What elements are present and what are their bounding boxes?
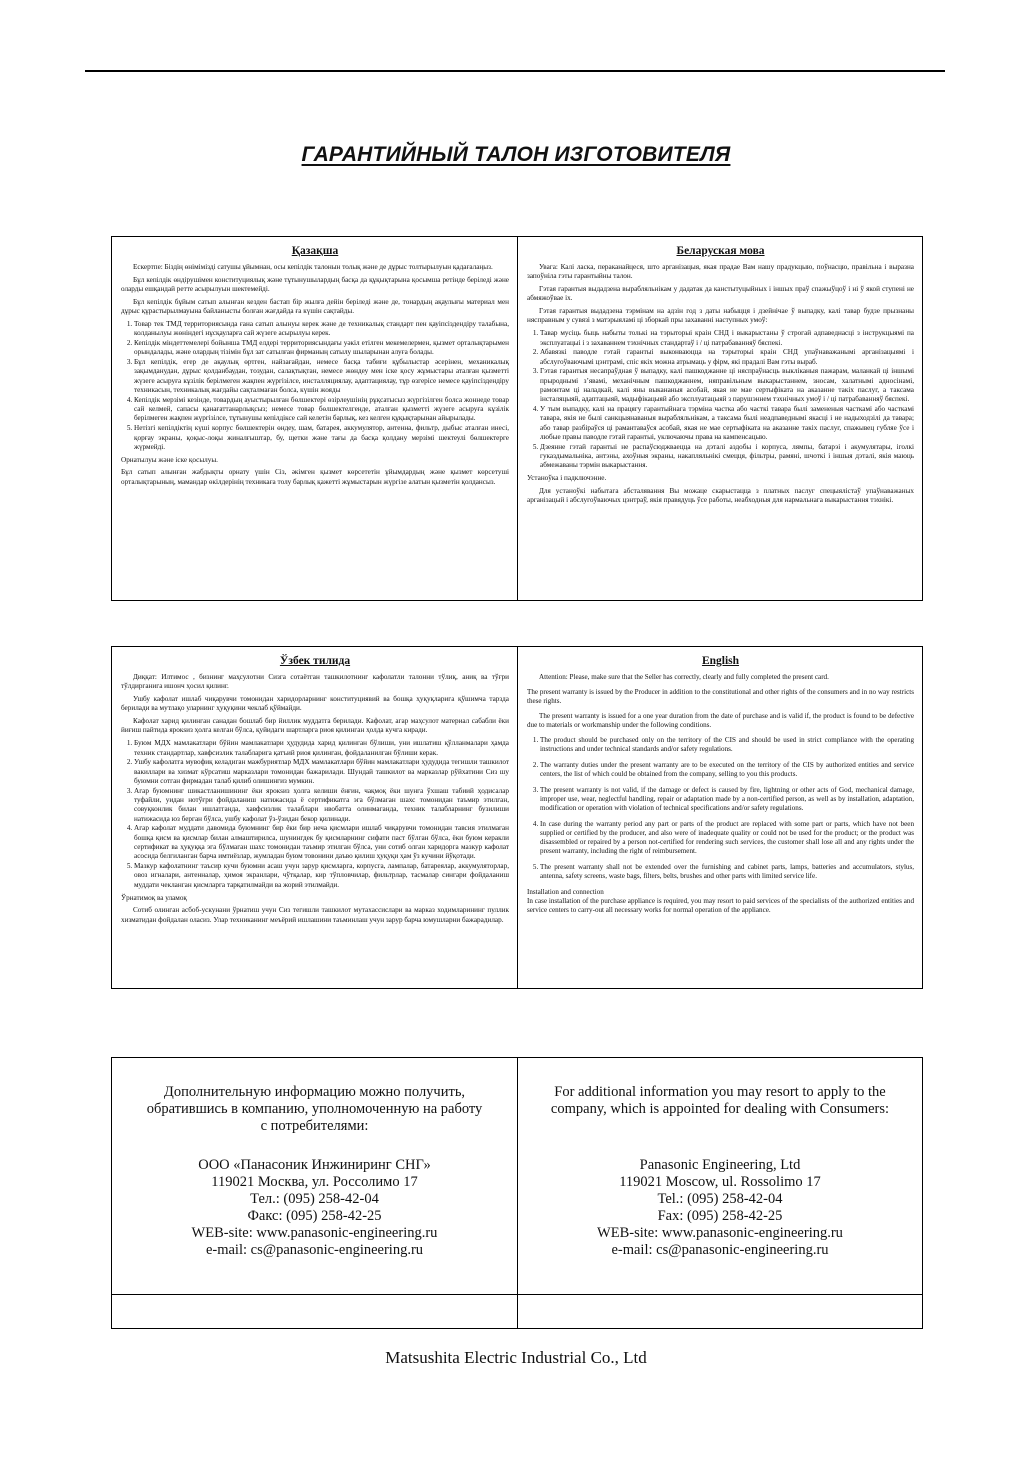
paragraph: Гэтая гарантыя выдадзена вырабляльнікам у дадатак да канстытуцыйных і іншых праў спажыўцоў і ні ў якой ступені не абмяжоўвае іх.	[527, 285, 914, 303]
section-heading: Қазақша	[291, 245, 339, 257]
page-title: ГАРАНТИЙНЫЙ ТАЛОН ИЗГОТОВИТЕЛЯ	[301, 143, 731, 166]
list-item: 5. Дзеянне гэтай гарантыі не распаўсюджваецца на дэталі аздобы і корпуса, лямпы, батарэі і акумулятары, іголкі гуказдымальніка, антэны, ахоўныя экраны, накапляльнікі смецця, фільтры, рамяні, шчоткі і іншыя дэталі, якія маюць абмежаваны тэрмін выкарыстання.	[540, 443, 914, 471]
paragraph: Ушбу кафолат ишлаб чиқарувчи томонидан харидорларнинг конституциявий ва бошқа ҳуқуқларига қўшимча тарзда берилади ва мутлақо уларнинг ҳуқуқини чеклаб қўймайди.	[121, 695, 509, 713]
install-title: Орнатылуы және іске қосылуы.	[121, 455, 218, 464]
list-item: 4. Кепілдік мерзімі кезінде, товардың ауыстырылған бөлшектері өзірлеушінің рұқсатысыз жүргізілген болса жоннеде товар сай келмей, сапасы қанағаттанарлықсыз; немесе товар бөлшектелгенде, аталған қызметті жүзеге асыруға кұзілік берілмеген жақпен жүргізілсе, тұтынушы кепілдіксе сай келетін барлық, кез келген құқықтарынан айырылады.	[134, 396, 509, 424]
company-name: ООО «Панасоник Инжиниринг СНГ»	[198, 1157, 431, 1173]
install-title: Installation and connection	[527, 888, 604, 896]
paragraph: Бұл кепілдік бұйым сатып алынған кезден бастап бір жылға дейін беріледі және де, тонардың ақаулығы материал мен дұрыс құрастырылмауына байланысты болған жағдайда ға күшін сақтайды.	[121, 297, 509, 316]
company-footer: Matsushita Electric Industrial Co., Ltd	[385, 1348, 647, 1367]
paragraph: The present warranty is issued for a one year duration from the date of purchase and is valid if, the product is found to be defective due to materials or workmanship under the following conditions.	[527, 712, 914, 729]
list-item: 2. The warranty duties under the present warranty are to be executed on the territory of the CIS by authorized entities and service centers, the list of which could be obtained from the company, selling to you this products.	[540, 761, 914, 779]
contact-intro-line: company, which is appointed for dealing with Consumers:	[550, 1101, 890, 1117]
conditions-list	[121, 739, 509, 890]
note-text: Увага: Калі ласка, пераканайцеся, што арганізацыя, якая прадае Вам нашу прадукцыю, поўнасцю, правільна і выразна запоўніла гэты гарантыйны талон.	[527, 263, 914, 281]
company-address: 119021 Moscow, ul. Rossolimo 17	[619, 1174, 821, 1190]
contact-intro-line: For additional information you may resort to apply to the	[554, 1084, 886, 1100]
list-item: 4. In case during the warranty period any part or parts of the product are replaced with some part or parts, which have not been supplied or certified by the producer, and also were of inadequate quality or could not be used for the product; or the product was disassembled or repaired by a person not-certified for rendering such services, the customer shall lose all and any rights under the present warranty, including the right of reimbursement.	[540, 820, 914, 856]
section-english	[517, 647, 922, 988]
list-item: 2. Ушбу кафолатга мувофиқ келадиган мажбуриятлар МДХ мамлакатлари бўйин мамлакатлари ҳудудида тегишли ташкилот вакиллари ва хизмат кўрсатиш марказлари томонидан бажарилади. Шундай ташкилот ва марказлар рўйхатини Сиз шу буюмни сотган фирмадан талаб қилиб олишингиз мумкин.	[134, 758, 509, 786]
note-text: Диққат: Илтимос , бизнинг маҳсулотни Сизга сотаётган ташкилотнинг кафолатли талонни тўлиқ, аниқ ва тўғри тўлдирганига ишонч ҳосил қилинг.	[121, 673, 509, 691]
company-website: WEB-site: www.panasonic-engineering.ru	[191, 1225, 438, 1241]
contact-english	[517, 1058, 922, 1294]
contact-intro-line: Дополнительную информацию можно получить,	[163, 1084, 466, 1100]
list-item: 2. Кепілдік міндеттемелері бойынша ТМД елдері территориясындағы уәкіл етілген мекемелермен, қызмет орталықтарымен орындалады, және олардың тізімін бұл зат сатылған фирманың сатылу шыларынан алуға болады.	[134, 339, 509, 358]
list-item: 4. У тым выпадку, калі на працягу гарантыйнага тэрміна частка або часткі тавара былі замененыя часткамі або часткамі тавара, якія не былі санкцыянаваныя вырабляльнікам, а таксама былі неадпаведнымі якасці і не надыходзілі да тавара; або тавар разбіраўся ці рамантаваўся асобай, якая не мае сертыфіката на аказанне такіх паслуг, спажывец губляе ўсе і любые правы паводле гэтай гарантыі, уключаючы права на кампенсацыю.	[540, 405, 914, 442]
top-rule	[85, 70, 945, 72]
paragraph: Бұл кепілдік өндірушімен конституциялық және тұтынушылардың басқа да құқықтарына қосымша ретінде беріледі және оларды ешқандай ретте асырылуын шектемейді.	[121, 275, 509, 294]
warranty-box-uz-en	[111, 646, 923, 989]
company-fax: Факс: (095) 258-42-25	[247, 1208, 382, 1224]
list-item: 1. Буюм МДХ мамлакатлари бўйин мамлакатлари ҳудудида харид қилинган бўлиши, уни ишлатиш қўлланмалари ҳамда техник стандартлар, хавфсизлик талабларига қатъий риоя қилинган, фойдаланилган бўлиши керак.	[134, 739, 509, 758]
install-text: In case installation of the purchase appliance is required, you may resort to paid services of the specialists of the authorized entities and service centers to carry-out all necessary works for normal operation of the appliance.	[527, 897, 914, 914]
list-item: 3. Гэтая гарантыя несапраўдная ў выпадку, калі пашкоджанне ці няспраўнасць выкліканыя пажарам, маланкай ці іншымі прыроднымі з’явамі, механічным пашкоджаннем, няправільным выкарыстаннем, зносам, халатнымі адносінамі, рамонтам ці наладкай, калі яны выкананыя асобай, якая не мае сертыфіката на аказанне такіх паслуг, а таксама інсталяцыяй, адаптацыяй, мадыфікацыяй або эксплуатацыяй з парушэннем тэхнічных умоў і / ці патрабаванняў бяспекі.	[540, 367, 914, 404]
warranty-box-kz-by	[111, 236, 923, 601]
company-website: WEB-site: www.panasonic-engineering.ru	[597, 1225, 843, 1241]
install-text: Бұл сатып алынған жабдықты орнату үшін Сіз, әкімген қызмет көрсететін ұйымдардың және қызмет көрсетуші орталықтарының, мамандар өкілдерінің техникаға толу барлық қажетті жұмыстарын жүргізе алатын қызметін қолдансыз.	[121, 468, 509, 486]
company-email: e-mail: cs@panasonic-engineering.ru	[611, 1242, 829, 1258]
list-item: 1. Товар тек ТМД территориясында ғана сатып алынуы керек және де техникалық стандарт пен қауіпсіздендіру талабына, колданылуы жөніндегі нұсқауларға сай жүзеге асырылуы керек.	[134, 320, 509, 339]
contact-intro-line: обратившись в компанию, уполномоченную на работу	[146, 1101, 483, 1117]
list-item: 5. Мазкур кафолатнинг таъсир кучи буюмни асаш учун зарур қисмларга, корпусга, лампалар, батареялар, аккумуляторлар, овоз игналари, антенналар, ҳимоя экранлари, чўтқалар, кир тўпловчилар, фильтрлар, тасмалар сингари фойдаланиш муддати чекланган қисмларга тарқатилмайди ва жорий этилмайди.	[134, 862, 509, 890]
list-item: 5. Нетізгі кепілдіктің күші корпус бөлшектерін өндеу, шам, батарея, аккумулятор, антенна, фильтр, дыбыс аталған инесі, қорғау экраны, қоқыс-лоқы жиналғыштар, бу, щетки және тағы да басқа қолдану мерзімі шектеулі бөлшектерге жүрмейді.	[134, 424, 509, 452]
install-title: Устаноўка і падключэнне.	[527, 474, 607, 483]
company-email: e-mail: cs@panasonic-engineering.ru	[205, 1242, 424, 1258]
company-phone: Tel.: (095) 258-42-04	[657, 1191, 783, 1207]
list-item: 3. The present warranty is not valid, if the damage or defect is caused by fire, lightning or other acts of God, mechanical damage, improper use, wear, neglectful handling, repair or adaptation made by a non-certified person, as well as by installation, adaptation, modification or operation with violation of technical specifications and/or safety regulations.	[540, 786, 914, 813]
paragraph: Гэтая гарантыя выдадзена тэрмінам на адзін год з даты набыцця і дзейнічае ў выпадку, калі тавар будзе прызнаны нясправным у сувязі з матэрыяламі ці зборкай пры захаванні наступных умоў:	[527, 307, 914, 325]
install-title: Ўрнатимоқ ва уламоқ	[121, 893, 187, 902]
company-fax: Fax: (095) 258-42-25	[657, 1208, 783, 1224]
contact-intro-line: с потребителями:	[260, 1118, 369, 1134]
conditions-list	[527, 329, 914, 470]
install-text: Для устаноўкі набытага абсталявання Вы можаце скарыстацца з платных паслуг спецыялістаў упаўнаважаных арганізацый і абслугоўваючых цэнтраў, якія правядуць ўсе работы, неабходныя для нармальнага выкарыстання тэхнікі.	[527, 487, 914, 505]
company-name: Panasonic Engineering, Ltd	[639, 1157, 801, 1173]
conditions-list	[121, 320, 509, 452]
paragraph: Кафолат харид қилинган санадан бошлаб бир йиллик муддатга берилади. Кафолат, агар маҳсулот материал сабабли ёки йиғиш пайтида ярокsиз ҳолга келган бўлса, қуйидаги шартларга риоя қилинган ҳолда кучга киради.	[121, 717, 509, 735]
install-text: Сотиб олинган асбоб-ускунани ўрнатиш учун Сиз тегишли ташкилот мутахассислари ва марказ ходимларининг пуллик хизматидан фойдалан оласиз. Улар техниканинг меъёрий ишлашини таъминлаш учун зарур барча юмушларни бажарадилар.	[121, 906, 509, 924]
section-heading: Беларуская мова	[676, 245, 765, 257]
list-item: 4. Агар кафолат муддати давомида буюмнинг бир ёки бир неча қисмлари ишлаб чиқарувчи томонидан тавсия этилмаган бошқа қисм ва қисмлар билан алмаштирилса, шунингдек бу қисмларнинг сифати паст бўлган бўлса, ёки буюм керакли сертификат ва ҳуқуққа эга бўлмаган шахс томонидан таъмир этилган бўлса, уни сотиб олган харидорга мазкур кафолат асосида белгиланган барча имтиёзлар, жумладан буюм товонини даъво қилиш ҳуқуқи ҳам ўз кучини йўқотади.	[134, 824, 509, 861]
conditions-list	[527, 736, 914, 881]
section-uzbek	[112, 647, 517, 988]
section-heading: Ўзбек тилида	[279, 655, 351, 667]
company-phone: Тел.: (095) 258-42-04	[250, 1191, 379, 1207]
list-item: 2. Абавязкі паводле гэтай гарантыі выконваюцца на тэрыторыі краін СНД упаўнаважанымі арганізацыямі і абслугоўваючымі цэнтрамі, спіс якіх можна атрымаць у фірм, які прадалі Вам гэты выраб.	[540, 348, 914, 367]
list-item: 1. The product should be purchased only on the territory of the CIS and should be used in strict compliance with the operating instructions and under technical standards and/or safety regulations.	[540, 736, 914, 754]
section-belarusian	[517, 237, 922, 600]
note-text: Ескертпе: Біздің өнімімізді сатушы ұйымнан, осы кепілдік талонын толық және де дұрыс толтырылуын қадағалаңыз.	[133, 263, 493, 271]
company-address: 119021 Москва, ул. Россолимо 17	[211, 1174, 418, 1190]
contact-box	[111, 1057, 923, 1329]
blank-cell	[517, 1295, 923, 1329]
note-text: Attention: Please, make sure that the Seller has correctly, clearly and fully completed the present card.	[539, 673, 829, 681]
blank-cell	[112, 1295, 517, 1329]
list-item: 3. Бұл кепілдік, егер де ақаулық өртген, найзағайдан, немесе басқа табиғи құбылыстар әсерінен, механикалық зақымданудан, дұрыс қолданбаудан, тозудан, салақтықтан, немесе жөндеу мен іске қосу жұмыстары аталған қызметті жүзеге асыруға кұзілік берілмеген жақпен жүргізілсе, инсталляциялау, адаптациялау, тұр өзгерісе немесе қауіпсіздендіру техникасын, техникалық жағдайы сақталмаған болса, күшін жояды	[134, 358, 509, 395]
paragraph: The present warranty is issued by the Producer in addition to the constitutional and other rights of the consumers and in no way restricts these rights.	[527, 688, 914, 705]
section-kazakh	[112, 237, 517, 600]
contact-russian	[112, 1058, 517, 1294]
section-heading: English	[701, 655, 740, 667]
list-item: 5. The present warranty shall not be extended over the furnishing and cabinet parts, lamps, batteries and accumulators, stylus, antenna, safety screens, waste bags, filters, belts, brushes and other parts with limited service life.	[540, 863, 914, 881]
list-item: 1. Тавар мусіць быць набыты толькі на тэрыторыі краін СНД і выкарыстаны ў строгай адпаведнасці з інструкцыямі па эксплуатацыі і з захаваннем тэхнічных стандартаў і / ці патрабаванняў бяспекі.	[540, 329, 914, 348]
list-item: 3. Агар буюмнинг шикастланишининг ёки ярокsиз ҳолга келиши ёнғин, чақмоқ ёки шунга ўхшаш табиий ҳодисалар туфайли, уидан нотўғри фойдаланиш натижасида ё сертификатга эга бўлмаган шахс томонидан таъмир этилган, совуқконлик билан ишлатганда, хавфсизлик талаблари нвобатта олинмаганда, техник талабларнинг бузилиши натижасида юз берган бўлса, ушбу кафолат ўз-ўзидан бекор қилинади.	[134, 787, 509, 824]
